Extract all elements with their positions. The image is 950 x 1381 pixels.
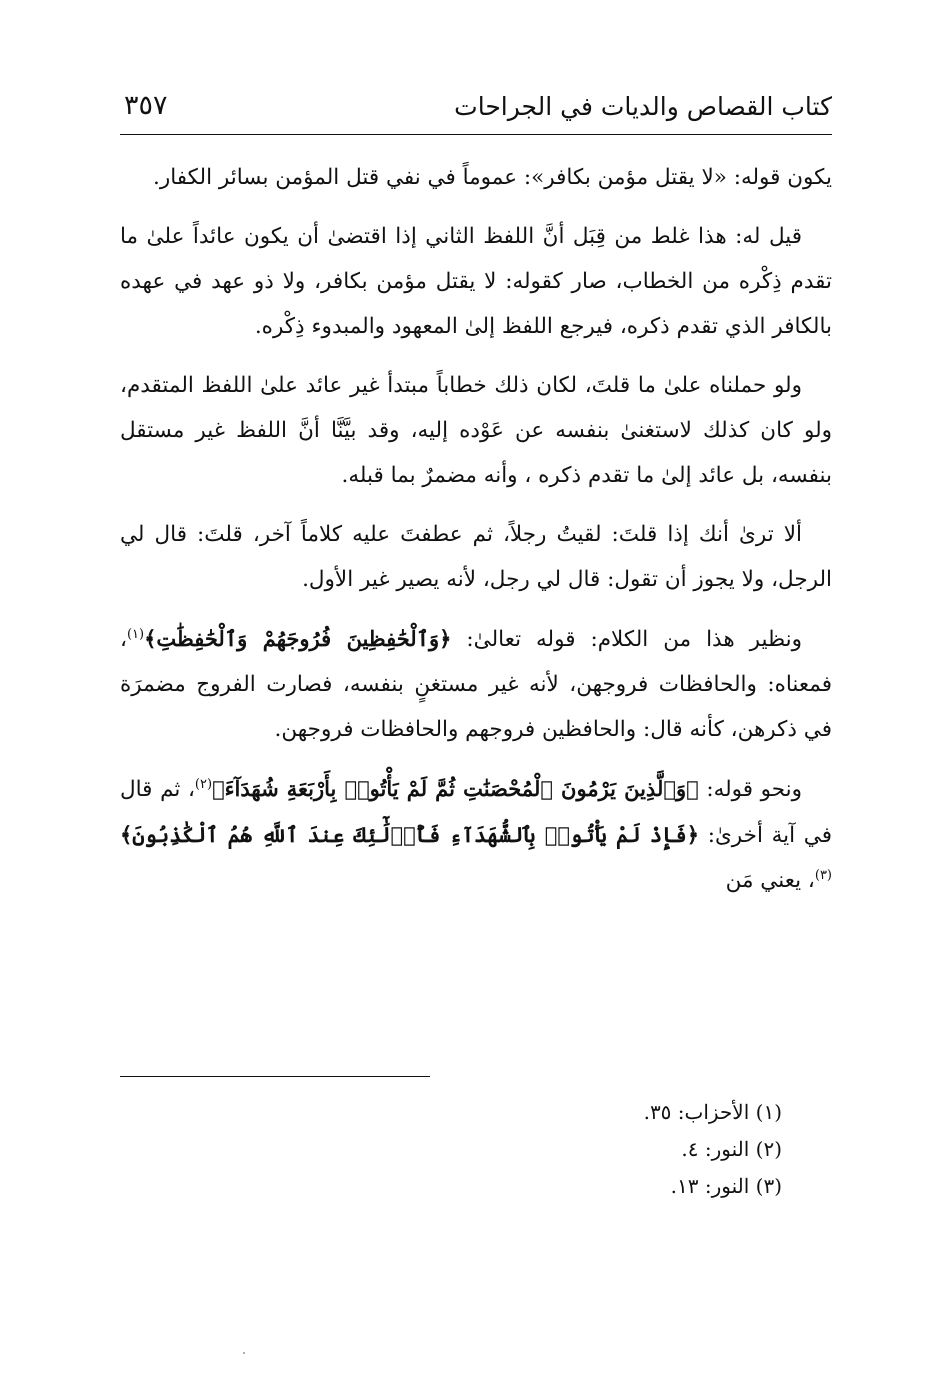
book-title: كتاب القصاص والديات في الجراحات: [454, 92, 832, 121]
footnote-divider: [120, 1076, 430, 1077]
paragraph-text: قيل له: هذا غلط من قِبَل أنَّ اللفظ الثاني إذا اقتضىٰ أن يكون عائداً علىٰ ما تقدم ذِكْره من الخطاب، صار كقوله: لا يقتل مؤمن بكافر، ولا ذو عهد في عهده بالكافر الذي تقدم ذكره، فيرجع اللفظ إلىٰ المعهود والمبدوء ذِكْره.: [120, 224, 832, 339]
footnote-reference: (١): [126, 626, 145, 642]
paragraph-text: ، فمعناه: والحافظات فروجهن، لأنه غير مستغنٍ بنفسه، فصارت الفروج مضمرَة في ذكرهن، كأنه قال: والحافظين فروجهم والحافظات فروجهن.: [120, 627, 832, 742]
paragraph: [120, 766, 832, 903]
paragraph: [120, 363, 832, 498]
paragraph: [120, 616, 832, 752]
quran-verse: ﴿وَٱلَّذِينَ يَرْمُونَ ٱلْمُحْصَنَٰتِ ثُمَّ لَمْ يَأْتُوا۟ بِأَرْبَعَةِ شُهَدَآءَ﴾: [212, 776, 699, 801]
paragraph-text: ألا ترىٰ أنك إذا قلتَ: لقيتُ رجلاً، ثم عطفتَ عليه كلاماً آخر، قلتَ: قال لي الرجل، ولا يجوز أن تقول: قال لي رجل، لأنه يصير غير الأول.: [120, 522, 832, 592]
footnote-item: (٣) النور: ١٣.: [670, 1174, 782, 1198]
paragraph: [120, 512, 832, 602]
quran-verse: ﴿فَإِذْ لَمْ يَأْتُوا۟ بِٱلشُّهَدَآءِ فَأُو۟لَٰٓئِكَ عِندَ ٱللَّهِ هُمُ ٱلْكَٰذِبُونَ﴾: [120, 822, 700, 847]
paragraph-text: ونظير هذا من الكلام: قوله تعالىٰ:: [451, 627, 802, 652]
book-page: [120, 88, 832, 917]
quran-verse: ﴿وَٱلْحَٰفِظِينَ فُرُوجَهُمْ وَٱلْحَٰفِظَٰتِ﴾: [144, 626, 452, 651]
page-number: ٣٥٧: [124, 90, 168, 121]
paragraph-text: ولو حملناه علىٰ ما قلتَ، لكان ذلك خطاباً مبتدأ غير عائد علىٰ اللفظ المتقدم، ولو كان كذلك لاستغنىٰ بنفسه عن عَوْده إليه، وقد بيَّنَّا أنَّ اللفظ غير مستقل بنفسه، بل عائد إلىٰ ما تقدم ذكره ، وأنه مضمرٌ بما قبله.: [120, 373, 832, 488]
paragraph-text: ، يعني مَن: [725, 868, 815, 893]
footnote-item: (٢) النور: ٤.: [681, 1137, 782, 1161]
main-text: [120, 155, 832, 903]
paragraph-text: يكون قوله: «لا يقتل مؤمن بكافر»: عموماً في نفي قتل المؤمن بسائر الكفار.: [153, 165, 832, 190]
footnote-reference: (٢): [194, 776, 213, 792]
paragraph-text: ونحو قوله:: [698, 777, 802, 802]
scan-speck: [243, 1352, 245, 1354]
footnote-reference: (٣): [814, 867, 832, 883]
footnotes: [120, 1094, 832, 1205]
paragraph-text: ، ثم قال في آية أخرىٰ:: [120, 777, 833, 848]
paragraph: [120, 214, 832, 349]
footnote-item: (١) الأحزاب: ٣٥.: [643, 1100, 782, 1124]
paragraph: [120, 155, 832, 200]
running-header: [120, 88, 832, 135]
